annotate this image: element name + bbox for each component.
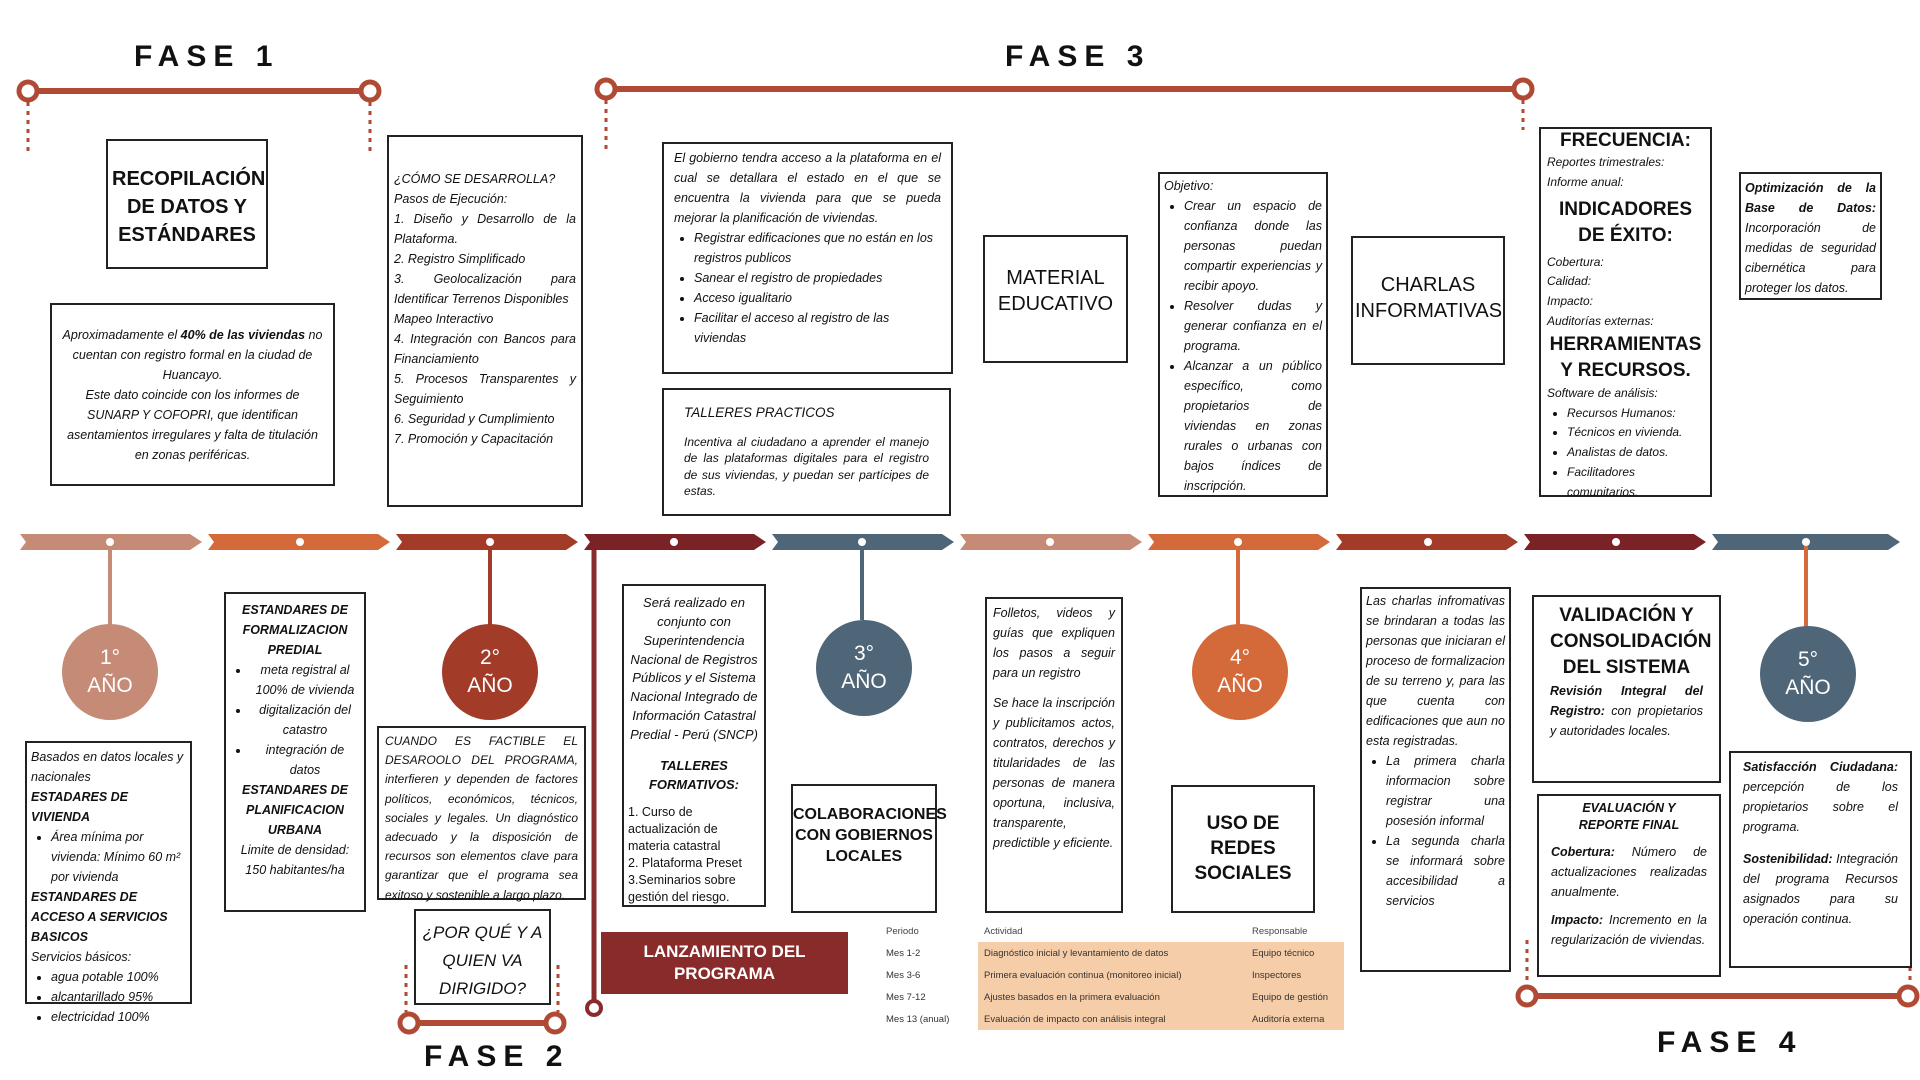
- launch-line-node: [587, 1001, 601, 1015]
- fase3-label: FASE 3: [1005, 40, 1151, 73]
- basados-intro: Basados en datos locales y nacionales: [31, 750, 184, 784]
- charlas-detail-item: • La primera charla informacion sobre registrar una posesión informal: [1386, 751, 1505, 831]
- satisf-ciudadana: Satisfacción Ciudadana: percepción de los propietarios sobre el programa.: [1743, 760, 1898, 834]
- material-box: [983, 235, 1128, 363]
- evaluacion-impacto: Impacto: Incremento en la regularización de viviendas.: [1551, 912, 1707, 947]
- estandares-list: [230, 660, 360, 780]
- colab-box: [791, 784, 947, 913]
- schedule-cell: Mes 3-6: [886, 969, 921, 981]
- sera-box: [622, 584, 766, 907]
- folletos-text-2: Se hace la inscripción y publicitamos actos, contratos, derechos y titularidades de las personas de manera oportuna, inclusiva, transparente, predictible y eficiente.: [993, 696, 1115, 850]
- como-step: 7. Promoción y Capacitación: [394, 432, 554, 446]
- charlas-title: CHARLAS INFORMATIVAS: [1355, 274, 1503, 322]
- basados-item: • Área mínima por vivienda: Mínimo 60 m² por vivienda: [51, 827, 186, 887]
- estandares-box: [224, 592, 366, 912]
- talleres-title: TALLERES PRACTICOS: [684, 405, 835, 420]
- fase3-start-node: [597, 80, 615, 98]
- basados-list-1: [31, 827, 186, 887]
- aprox-text-2: Este dato coincide con los informes de SUNARP Y COFOPRI, que identifican asentamientos irregulares y falta de titulación en zonas periféricas.: [67, 388, 318, 462]
- indicador-line: Impacto:: [1547, 294, 1594, 309]
- basados-title-1: ESTADARES DE VIVIENDA: [31, 790, 129, 824]
- basados-item: • agua potable 100%: [51, 967, 186, 987]
- gobierno-box: [662, 142, 953, 374]
- schedule-cell: Mes 13 (anual): [886, 1013, 950, 1025]
- charlas-detail-intro: Las charlas infromativas se brindaran a todas las personas que iniciaran el proceso de formalizacion de su terreno y, para las que cuenta con edificaciones que aun no esta registradas.: [1366, 594, 1505, 748]
- year5-number: 5°: [1797, 648, 1819, 671]
- como-step: 3. Geolocalización para Identificar Terrenos Disponibles: [394, 272, 576, 306]
- como-step: 2. Registro Simplificado: [394, 252, 526, 266]
- sera-list: [628, 804, 760, 905]
- charlas-detail-box: [1360, 587, 1511, 972]
- fase4-label: FASE 4: [1657, 1026, 1803, 1059]
- timeline-dot: [296, 538, 304, 546]
- sera-item: 3.Seminarios sobre gestión del riesgo.: [628, 872, 736, 904]
- schedule-cell: Ajustes basados en la primera evaluación: [978, 986, 1246, 1008]
- basados-item: • electricidad 100%: [51, 1007, 186, 1027]
- aprox-box: [50, 303, 335, 486]
- como-step: 1. Diseño y Desarrollo de la Plataforma.: [394, 212, 576, 246]
- estandares-item: • digitalización del catastro: [250, 700, 360, 740]
- fase2-label: FASE 2: [424, 1040, 570, 1073]
- fase1-start-node: [19, 82, 37, 100]
- fase4-end-node: [1899, 987, 1917, 1005]
- basados-sub: Servicios básicos:: [31, 950, 132, 964]
- year4-label: AÑO: [1217, 674, 1263, 697]
- fase1-end-node: [361, 82, 379, 100]
- basados-box: [25, 741, 192, 1024]
- talleres-text: Incentiva al ciudadano a aprender el manejo de las plataformas digitales para el registro de sus viviendas, y puedan ser partícipes de estas.: [684, 435, 929, 498]
- gobierno-list: [674, 228, 941, 348]
- cuando-text: CUANDO ES FACTIBLE EL DESAROOLO DEL PROGRAMA, interfieren y dependen de factores políticos, económicos, técnicos, sociales y legales. Un diagnóstico adecuado y la disposición de recursos son elementos clave para garantizar que el programa sea exitoso y sostenible a largo plazo.: [385, 734, 578, 902]
- frecuencia-box: [1539, 127, 1712, 497]
- sera-title: TALLERES FORMATIVOS:: [648, 757, 740, 792]
- validacion-title: VALIDACIÓN Y CONSOLIDACIÓN DEL SISTEMA: [1550, 605, 1712, 678]
- cuando-box: [377, 726, 586, 900]
- fase2-start-node: [400, 1014, 418, 1032]
- schedule-cell: Evaluación de impacto con análisis integral: [978, 1008, 1246, 1030]
- indicador-line: Calidad:: [1547, 274, 1592, 289]
- gobierno-item: • Facilitar el acceso al registro de las viviendas: [694, 308, 941, 348]
- year3-circle: [816, 620, 912, 716]
- objetivo-box: [1158, 172, 1328, 497]
- table-row: [880, 986, 1344, 1008]
- aprox-highlight: 40% de las viviendas: [180, 328, 306, 342]
- satisf-box: [1729, 751, 1912, 968]
- fase1-label: FASE 1: [134, 40, 280, 73]
- table-row: [880, 942, 1344, 964]
- porque-box: [414, 909, 551, 1005]
- year4-number: 4°: [1229, 646, 1251, 669]
- schedule-cell: Primera evaluación continua (monitoreo inicial): [978, 964, 1246, 986]
- folletos-box: [985, 597, 1123, 913]
- frecuencia-line: Informe anual:: [1547, 174, 1624, 189]
- satisf-sostenibilidad: Sostenibilidad: Integración del programa Recursos asignados para su operación continua.: [1743, 852, 1898, 926]
- como-step: 4. Integración con Bancos para Financiamiento: [394, 332, 576, 366]
- year1-circle: [62, 624, 158, 720]
- evaluacion-cobertura: Cobertura: Número de actualizaciones realizadas anualmente.: [1551, 844, 1707, 899]
- year2-label: AÑO: [467, 674, 513, 697]
- objetivo-item: • Resolver dudas y generar confianza en el programa.: [1184, 296, 1322, 356]
- schedule-cell: Equipo técnico: [1246, 942, 1344, 964]
- timeline-dot: [486, 538, 494, 546]
- redes-box: [1171, 785, 1315, 913]
- schedule-header: Periodo: [886, 925, 919, 937]
- table-row: [880, 1008, 1344, 1030]
- charlas-detail-list: [1366, 751, 1505, 911]
- basados-item: • alcantarillado 95%: [51, 987, 186, 1007]
- herramientas-item: • Técnicos en vivienda.: [1567, 423, 1704, 443]
- porque-text: ¿POR QUÉ Y A QUIEN VA DIRIGIDO?: [422, 923, 543, 998]
- herramientas-item: • Analistas de datos.: [1567, 443, 1704, 463]
- optim-text: Incorporación de medidas de seguridad cibernética para proteger los datos.: [1745, 221, 1876, 295]
- estandares-title-1: ESTANDARES DE FORMALIZACION PREDIAL: [241, 603, 349, 657]
- como-step: 5. Procesos Transparentes y Seguimiento: [394, 372, 576, 406]
- herramientas-item: • Recursos Humanos:: [1567, 404, 1704, 424]
- schedule-cell: Equipo de gestión: [1246, 986, 1344, 1008]
- estandares-item: • integración de datos: [250, 740, 360, 780]
- year5-label: AÑO: [1785, 676, 1831, 699]
- colab-title: COLABORACIONES CON GOBIERNOS LOCALES: [793, 806, 947, 865]
- fase4-start-node: [1518, 987, 1536, 1005]
- schedule-cell: Mes 1-2: [886, 947, 921, 959]
- year1-label: AÑO: [87, 674, 133, 697]
- recopilacion-title: RECOPILACIÓN DE DATOS Y ESTÁNDARES: [112, 168, 266, 246]
- year2-circle: [442, 624, 538, 720]
- optim-title: Optimización de la Base de Datos:: [1745, 181, 1876, 215]
- como-box: [387, 135, 583, 507]
- schedule-table: [880, 920, 1344, 1030]
- timeline: [20, 534, 1900, 550]
- gobierno-item: • Sanear el registro de propiedades: [694, 268, 941, 288]
- schedule-cell: Diagnóstico inicial y levantamiento de datos: [978, 942, 1246, 964]
- gobierno-intro: El gobierno tendra acceso a la plataforma en el cual se detallara el estado en el que se encuentra la vivienda para que se pueda mejorar la planificación de viviendas.: [674, 151, 941, 225]
- schedule-cell: Mes 7-12: [886, 991, 926, 1003]
- timeline-dot: [1234, 538, 1242, 546]
- talleres-box: [662, 388, 951, 516]
- indicadores-title: INDICADORES DE ÉXITO:: [1558, 198, 1692, 246]
- timeline-dot: [1612, 538, 1620, 546]
- indicador-line: Cobertura:: [1547, 254, 1604, 269]
- objetivo-list: [1164, 196, 1322, 496]
- launch-text: LANZAMIENTO DEL PROGRAMA: [643, 942, 806, 983]
- year3-label: AÑO: [841, 670, 887, 693]
- schedule-cell: Auditoría externa: [1246, 1008, 1344, 1030]
- year3-number: 3°: [853, 642, 875, 665]
- year1-number: 1°: [99, 646, 121, 669]
- charlas-detail-item: • La segunda charla se informará sobre accesibilidad a servicios: [1386, 831, 1505, 911]
- timeline-dot: [106, 538, 114, 546]
- schedule-header: Actividad: [984, 925, 1023, 937]
- frecuencia-line: Reportes trimestrales:: [1547, 155, 1665, 169]
- timeline-dot: [1802, 538, 1810, 546]
- timeline-dot: [858, 538, 866, 546]
- table-row: [880, 964, 1344, 986]
- gobierno-item: • Registrar edificaciones que no están en los registros publicos: [694, 228, 941, 268]
- estandares-item: • meta registral al 100% de vivienda: [250, 660, 360, 700]
- gobierno-item: • Acceso igualitario: [694, 288, 941, 308]
- objetivo-title: Objetivo:: [1164, 179, 1214, 193]
- aprox-text-1: Aproximadamente el 40% de las viviendas no cuentan con registro formal en la ciudad de Huancayo.: [62, 328, 323, 382]
- sera-text: Será realizado en conjunto con Superintendencia Nacional de Registros Públicos y el Sistema Nacional Integrado de Información Catastral Predial - Perú (SNCP): [630, 595, 758, 742]
- year5-circle: [1760, 626, 1856, 722]
- herramientas-sub: Software de análisis:: [1547, 385, 1658, 400]
- como-subtitle: Pasos de Ejecución:: [394, 192, 508, 206]
- material-title: MATERIAL EDUCATIVO: [997, 267, 1114, 315]
- fase2-end-node: [546, 1014, 564, 1032]
- objetivo-item: • Alcanzar a un público específico, como propietarios de viviendas en zonas rurales o urbanas con bajos índices de inscripción.: [1184, 356, 1322, 496]
- objetivo-item: • Crear un espacio de confianza donde las personas puedan compartir experiencias y recibir apoyo.: [1184, 196, 1322, 296]
- validacion-text: Revisión Integral del Registro: con propietarios y autoridades locales.: [1550, 684, 1703, 738]
- estandares-text-2: Limite de densidad: 150 habitantes/ha: [240, 843, 350, 877]
- sera-item: 1. Curso de actualización de materia catastral: [628, 805, 721, 854]
- como-step: 6. Seguridad y Cumplimiento: [394, 412, 555, 426]
- charlas-box: [1351, 236, 1505, 365]
- herramientas-list: [1547, 404, 1704, 503]
- timeline-dot: [1046, 538, 1054, 546]
- recopilacion-box: [106, 139, 268, 269]
- estandares-title-2: ESTANDARES DE PLANIFICACION URBANA: [241, 783, 349, 837]
- validacion-box: [1532, 595, 1721, 783]
- fase3-end-node: [1514, 80, 1532, 98]
- evaluacion-title: EVALUACIÓN Y REPORTE FINAL: [1578, 801, 1680, 832]
- folletos-text-1: Folletos, videos y guías que expliquen los pasos a seguir para un registro: [993, 606, 1115, 680]
- redes-title: USO DE REDES SOCIALES: [1194, 813, 1292, 884]
- schedule-header: Responsable: [1252, 925, 1308, 937]
- year2-number: 2°: [479, 646, 501, 669]
- schedule-cell: Inspectores: [1246, 964, 1344, 986]
- evaluacion-box: [1537, 794, 1721, 977]
- como-step: Mapeo Interactivo: [394, 312, 494, 326]
- herramientas-title: HERRAMIENTAS Y RECURSOS.: [1549, 333, 1702, 381]
- sera-item: 2. Plataforma Preset: [628, 856, 742, 871]
- timeline-dot: [670, 538, 678, 546]
- year4-circle: [1192, 624, 1288, 720]
- basados-title-2: ESTANDARES DE ACCESO A SERVICIOS BASICOS: [31, 890, 168, 944]
- indicador-line: Auditorías externas:: [1547, 313, 1654, 328]
- timeline-dot: [1424, 538, 1432, 546]
- como-title: ¿CÓMO SE DESARROLLA?: [394, 172, 556, 186]
- frecuencia-title: FRECUENCIA:: [1560, 130, 1691, 151]
- basados-list-2: [31, 967, 186, 1027]
- launch-banner: [601, 932, 848, 994]
- optim-box: [1739, 172, 1882, 300]
- herramientas-item: • Facilitadores comunitarios.: [1567, 463, 1704, 503]
